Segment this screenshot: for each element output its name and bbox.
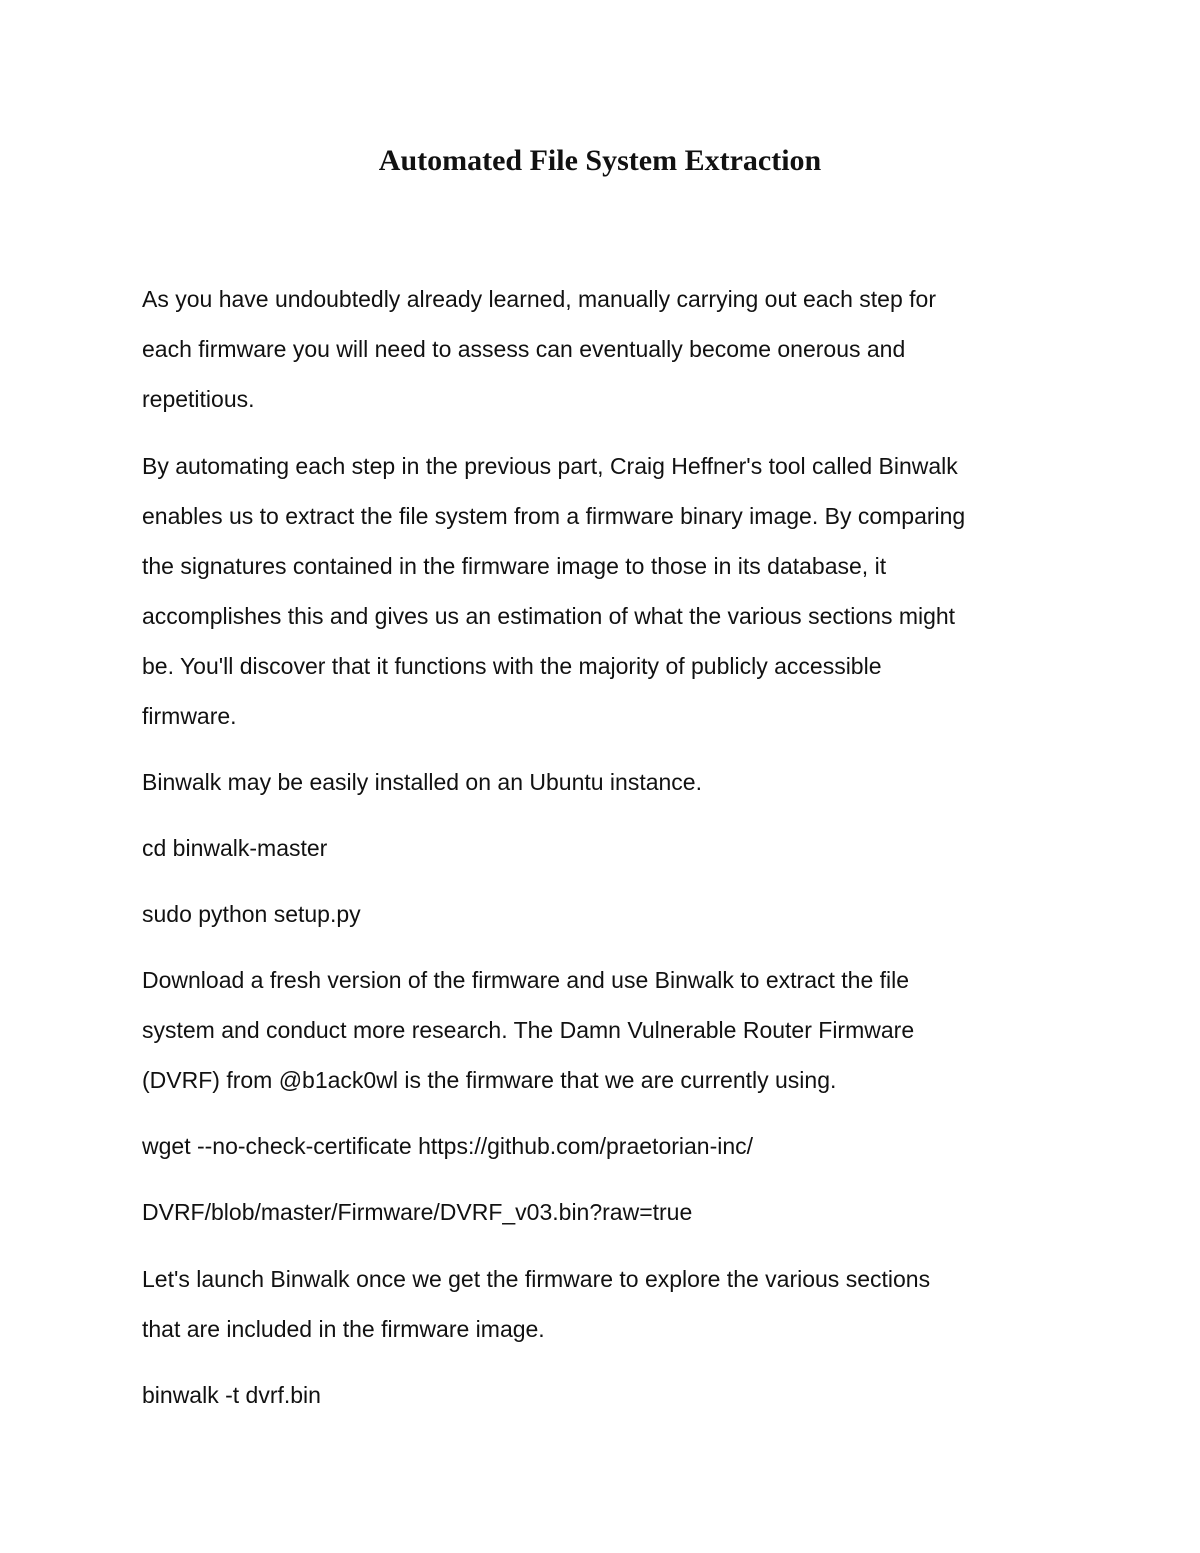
document-title: Automated File System Extraction: [378, 144, 822, 177]
paragraph-line: As you have undoubtedly already learned, manually carrying out each step for: [142, 286, 936, 312]
paragraph-line: Binwalk may be easily installed on an Ubuntu instance.: [142, 769, 702, 795]
paragraph-line: (DVRF) from @b1ack0wl is the firmware that we are currently using.: [142, 1067, 837, 1093]
paragraph-line: be. You'll discover that it functions with the majority of publicly accessible: [142, 653, 882, 679]
command-line: sudo python setup.py: [142, 901, 361, 927]
command-line: wget --no-check-certificate https://github.com/praetorian-inc/: [142, 1133, 754, 1159]
paragraph-line: Let's launch Binwalk once we get the firmware to explore the various sections: [142, 1266, 931, 1292]
paragraph-line: accomplishes this and gives us an estimation of what the various sections might: [142, 603, 956, 629]
command-line: DVRF/blob/master/Firmware/DVRF_v03.bin?raw=true: [142, 1199, 693, 1225]
command-line: cd binwalk-master: [142, 835, 328, 861]
paragraph-line: Download a fresh version of the firmware and use Binwalk to extract the file: [142, 967, 910, 993]
paragraph-line: system and conduct more research. The Damn Vulnerable Router Firmware: [142, 1017, 915, 1043]
paragraph-line: firmware.: [142, 703, 237, 729]
paragraph-line: repetitious.: [142, 386, 255, 412]
paragraph-line: each firmware you will need to assess can eventually become onerous and: [142, 336, 906, 362]
paragraph-line: By automating each step in the previous part, Craig Heffner's tool called Binwalk: [142, 453, 958, 479]
command-line: binwalk -t dvrf.bin: [142, 1382, 321, 1408]
paragraph-line: the signatures contained in the firmware image to those in its database, it: [142, 553, 887, 579]
paragraph-line: that are included in the firmware image.: [142, 1316, 545, 1342]
paragraph-line: enables us to extract the file system from a firmware binary image. By comparing: [142, 503, 966, 529]
